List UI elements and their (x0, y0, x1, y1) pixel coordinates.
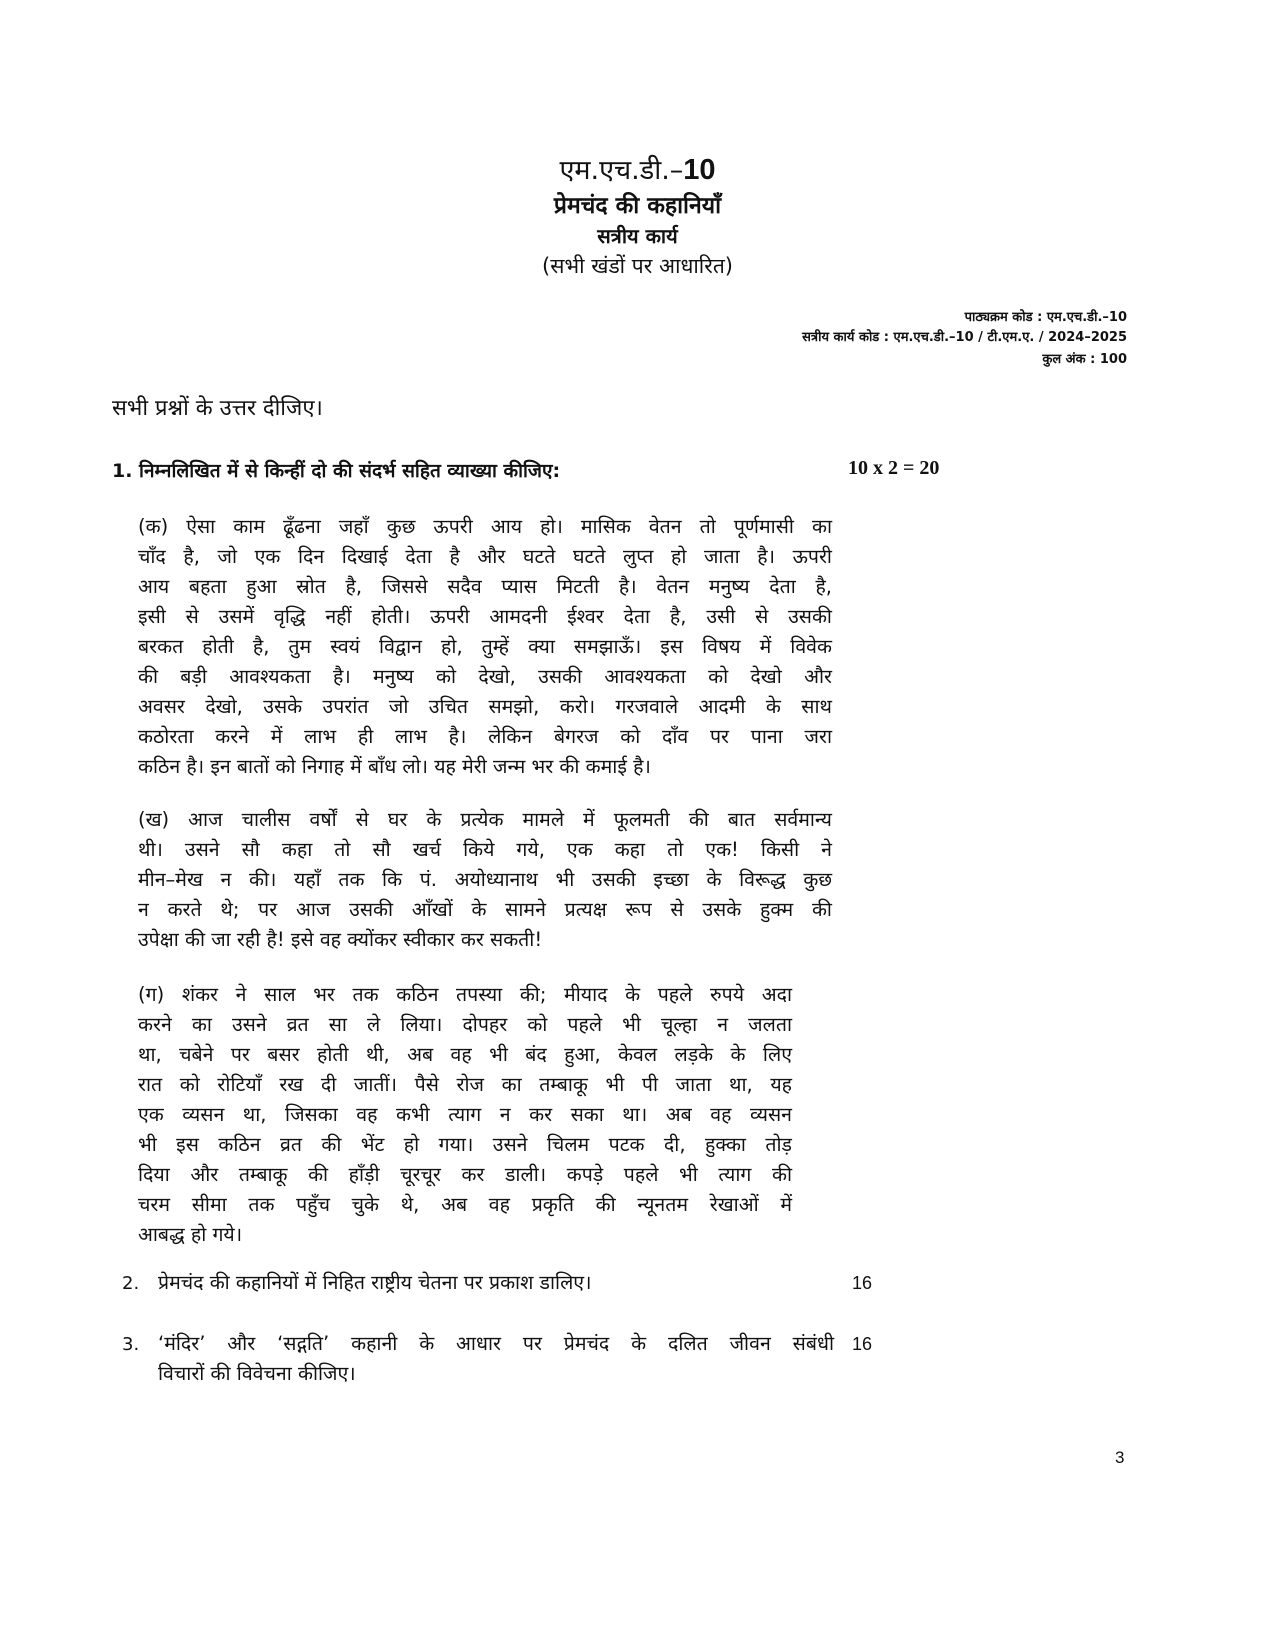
passage-c-line: (ग) शंकर ने साल भर तक कठिन तपस्या की; मीयाद के पहले रुपये अदा (138, 983, 792, 1006)
passage-a-line: बरकत होती है, तुम स्वयं विद्वान हो, तुम्हें क्या समझाऊँ। इस विषय में विवेक (138, 635, 832, 658)
question-3-line: ‘मंदिर’ और ‘सद्गति’ कहानी के आधार पर प्रेमचंद के दलित जीवन संबंधी (158, 1332, 834, 1355)
question-3-line: विचारों की विवेचना कीजिए। (158, 1362, 356, 1385)
passage-b (138, 805, 832, 955)
passage-a-line: अवसर देखो, उसके उपरांत जो उचित समझो, करो। गरजवाले आदमी के साथ (138, 695, 832, 718)
page-number: 3 (1115, 1448, 1125, 1467)
passage-a-line: आय बहता हुआ स्रोत है, जिससे सदैव प्यास मिटती है। वेतन मनुष्य देता है, (138, 575, 832, 598)
passage-c-line: आबद्ध हो गये। (138, 1223, 243, 1246)
passage-c (138, 980, 792, 1250)
passage-b-line: थी। उसने सौ कहा तो सौ खर्च किये गये, एक कहा तो एक! किसी ने (138, 838, 832, 861)
passage-c-line: भी इस कठिन व्रत की भेंट हो गया। उसने चिलम पटक दी, हुक्का तोड़ (138, 1133, 792, 1156)
passage-b-line: न करते थे; पर आज उसकी आँखों के सामने प्रत्यक्ष रूप से उसके हुक्म की (138, 898, 832, 921)
passage-a (138, 512, 832, 782)
passage-b-line: मीन–मेख न की। यहाँ तक कि पं. अयोध्यानाथ भी उसकी इच्छा के विरूद्ध कुछ (138, 868, 832, 891)
assignment-code-meta: सत्रीय कार्य कोड : एम.एच.डी.–10 / टी.एम.ए. / 2024–2025 (802, 330, 1127, 345)
passage-c-line: करने का उसने व्रत सा ले लिया। दोपहर को पहले भी चूल्हा न जलता (138, 1013, 792, 1036)
assignment-heading: सत्रीय कार्य (597, 224, 678, 248)
instruction: सभी प्रश्नों के उत्तर दीजिए। (112, 396, 323, 421)
assignment-note: (सभी खंडों पर आधारित) (542, 254, 733, 278)
passage-a-line: की बड़ी आवश्यकता है। मनुष्य को देखो, उसकी आवश्यकता को देखो और (138, 665, 832, 688)
question-1-marks: 10 x 2 = 20 (848, 457, 940, 479)
passage-c-line: था, चबेने पर बसर होती थी, अब वह भी बंद हुआ, केवल लड़के के लिए (138, 1043, 792, 1066)
passage-a-line: कठिन है। इन बातों को निगाह में बाँध लो। यह मेरी जन्म भर की कमाई है। (138, 755, 651, 778)
course-code-number: 10 (683, 154, 716, 186)
question-2-marks: 16 (852, 1273, 873, 1293)
question-3-marks: 16 (852, 1334, 873, 1354)
passage-a-line: चाँद है, जो एक दिन दिखाई देता है और घटते घटते लुप्त हो जाता है। ऊपरी (138, 545, 832, 568)
question-3-text (158, 1329, 834, 1389)
passage-c-line: चरम सीमा तक पहुँच चुके थे, अब वह प्रकृति की न्यूनतम रेखाओं में (138, 1193, 792, 1216)
passage-b-line: उपेक्षा की जा रही है! इसे वह क्योंकर स्वीकार कर सकती! (138, 928, 543, 951)
passage-c-line: दिया और तम्बाकू की हाँड़ी चूरचूर कर डाली। कपड़े पहले भी त्याग की (138, 1163, 792, 1186)
course-code-heading (0, 150, 1275, 187)
passage-a-line: इसी से उसमें वृद्धि नहीं होती। ऊपरी आमदनी ईश्वर देता है, उसी से उसकी (138, 605, 832, 628)
passage-a-line: कठोरता करने में लाभ ही लाभ है। लेकिन बेगरज को दाँव पर पाना जरा (138, 725, 832, 748)
course-title: प्रेमचंद की कहानियाँ (553, 193, 722, 219)
question-2-text: प्रेमचंद की कहानियों में निहित राष्ट्रीय चेतना पर प्रकाश डालिए। (158, 1271, 592, 1294)
question-1-text: 1. निम्नलिखित में से किन्हीं दो की संदर्भ सहित व्याख्या कीजिए: (112, 460, 561, 482)
passage-c-line: एक व्यसन था, जिसका वह कभी त्याग न कर सका था। अब वह व्यसन (138, 1103, 792, 1126)
course-code-meta: पाठ्यक्रम कोड : एम.एच.डी.–10 (964, 310, 1127, 325)
passage-c-line: रात को रोटियाँ रख दी जातीं। पैसे रोज का तम्बाकू भी पी जाता था, यह (138, 1073, 792, 1096)
passage-b-line: (ख) आज चालीस वर्षों से घर के प्रत्येक मामले में फूलमती की बात सर्वमान्य (138, 808, 832, 831)
passage-a-line: (क) ऐसा काम ढूँढना जहाँ कुछ ऊपरी आय हो। मासिक वेतन तो पूर्णमासी का (138, 515, 832, 538)
course-code-prefix: एम.एच.डी.– (559, 155, 684, 186)
total-marks-meta: कुल अंक : 100 (1042, 352, 1127, 367)
question-2-number: 2. (122, 1273, 140, 1294)
question-3-number: 3. (122, 1334, 140, 1355)
